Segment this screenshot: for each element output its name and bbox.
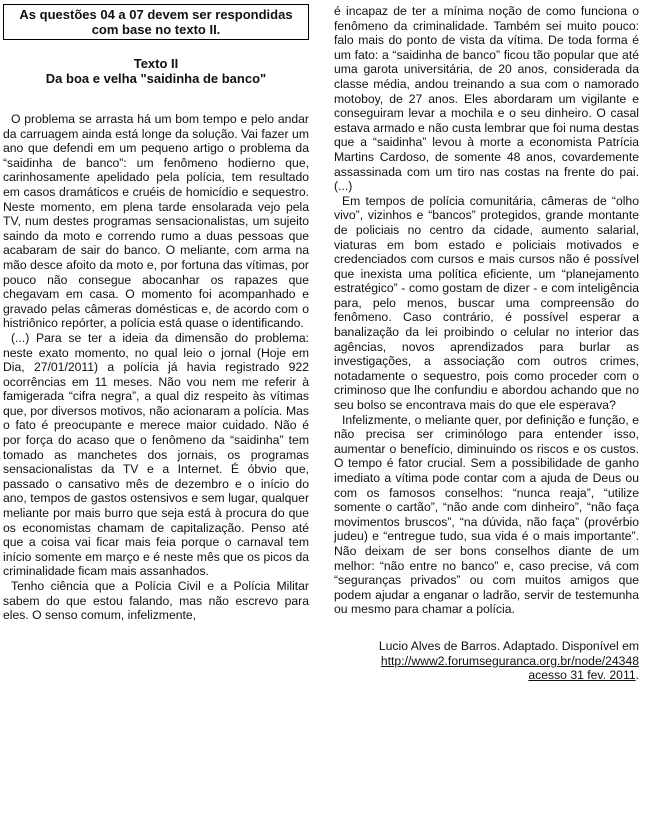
paragraph-3-continued: é incapaz de ter a mínima noção de como funciona o fenômeno da criminalidade. Também sei muito pouco: falo mais do ponto de vista da vítima. De toda forma é um fato: a “saidinha de banco” ficou tão popular que até uma garota universitária, de 20 anos, considerada da classe média, andou treinando a sua com o namorado motoboy, de 27 anos. Eles abordaram um vigilante e conseguiram levar a mochila e o seu dinheiro. O casal estava armado e não custa lembrar que foi numa destas que a “saidinha” levou à morte a economista Patrícia Martins Cardoso, de somente 48 anos, covardemente assassinada com um tiro nas costas na frente do pai. (...) [334, 4, 639, 194]
text-title: Da boa e velha "saidinha de banco" [45, 71, 267, 86]
right-column [334, 4, 639, 683]
source-citation [334, 639, 639, 683]
paragraph-3: Tenho ciência que a Polícia Civil e a Polícia Militar sabem do que estou falando, mas não escrevo para eles. O senso comum, infelizmente, [3, 579, 309, 623]
source-access-date: acesso 31 fev. 2011 [528, 668, 636, 683]
paragraph-2: (...) Para se ter a ideia da dimensão do problema: neste exato momento, no qual leio o jornal (Hoje em Dia, 27/01/2011) a polícia já havia registrado 922 ocorrências em 11 meses. Não vou nem me referir à famigerada “cifra negra”, a qual diz respeito às vítimas que, por diversos motivos, não acionaram a polícia. Mas o fato é preocupante e merece maior cuidado. Não é por força do acaso que o fenômeno da “saidinha” tem tomado as manchetes dos jornais, os programas sensacionalistas da TV e a Internet. É óbvio que, passado o cansativo mês de dezembro e o início do ano, tempos de gastos ostensivos e sem lugar, qualquer meliante por mais burro que seja está à procura do que os economistas chamam de capitalização. Penso até que a coisa vai ficar mais feia porque o carnaval tem início somente em março e é neste mês que os picos da criminalidade ficam mais assanhados. [3, 330, 309, 579]
instruction-box: As questões 04 a 07 devem ser respondidas com base no texto II. [3, 4, 309, 40]
paragraph-5: Infelizmente, o meliante quer, por definição e função, e não precisa ser criminólogo para entender isso, aumentar o benefício, diminuindo os riscos e os custos. O tempo é fator crucial. Sem a possibilidade de ganho imediato a vítima pode contar com a ajuda de Deus ou com os famosos conselhos: “nunca reaja”, “utilize somente o cartão”, “não ande com dinheiro”, “não faça movimentos bruscos”, “na dúvida, não faça” (provérbio judeu) e “entregue tudo, sua vida é o mais importante”. Não deixam de ser bons conselhos diante de um melhor: “não entre no banco” e, caso precise, vá com “seguranças privados” ou com muitos amigos que podem ajudar a enganar o ladrão, servir de testemunha ou mesmo para chamar a polícia. [334, 412, 639, 617]
text-label: Texto II [133, 56, 179, 71]
paragraph-4: Em tempos de polícia comunitária, câmeras de “olho vivo”, vizinhos e “bancos” protegidos, grande montante de policiais no centro da cidade, aumento salarial, viaturas em bom estado e policiais motivados e credenciados com cursos e mais cursos não é possível que inexista uma política eficiente, um “planejamento estratégico” - como gostam de dizer - e com inteligência para, pelo menos, buscar uma compreensão do fenômeno. Caso contrário, é possível esperar a banalização da lei proibindo o celular no interior das agências, novos aprendizados para burlar as investigações, a associação com outros crimes, notadamente o sequestro, pois como proceder com o criminoso que lhe confundiu e abordou achando que no seu bolso se encontrava mais do que ele esperava? [334, 193, 639, 413]
source-author: Lucio Alves de Barros. Adaptado. Disponível em [378, 638, 639, 653]
source-period: . [635, 668, 639, 683]
left-column [3, 4, 309, 623]
source-url[interactable]: http://www2.forumseguranca.org.br/node/24348 [380, 653, 639, 668]
paragraph-1: O problema se arrasta há um bom tempo e pelo andar da carruagem ainda está longe da solução. Vai fazer um ano que defendi em um pequeno artigo o problema da “saidinha de banco”: um fenômeno hodierno que, carinhosamente apelidado pela polícia, tem resultado em casos dramáticos e cruéis de homicídio e sequestro. Neste momento, em plena tarde ensolarada vejo pela TV, num destes programas sensacionalistas, um sujeito saindo da moto e correndo rumo a duas pessoas que acabaram de sair do banco. O meliante, com arma na mão desce afoito da moto e, por fortuna das vítimas, por pouco não consegue abocanhar os rapazes que chegavam em casa. O momento foi acompanhado e gravado pelas câmeras domésticas e, de acordo com o histriônico repórter, a polícia está quase o identificando. [3, 112, 309, 331]
